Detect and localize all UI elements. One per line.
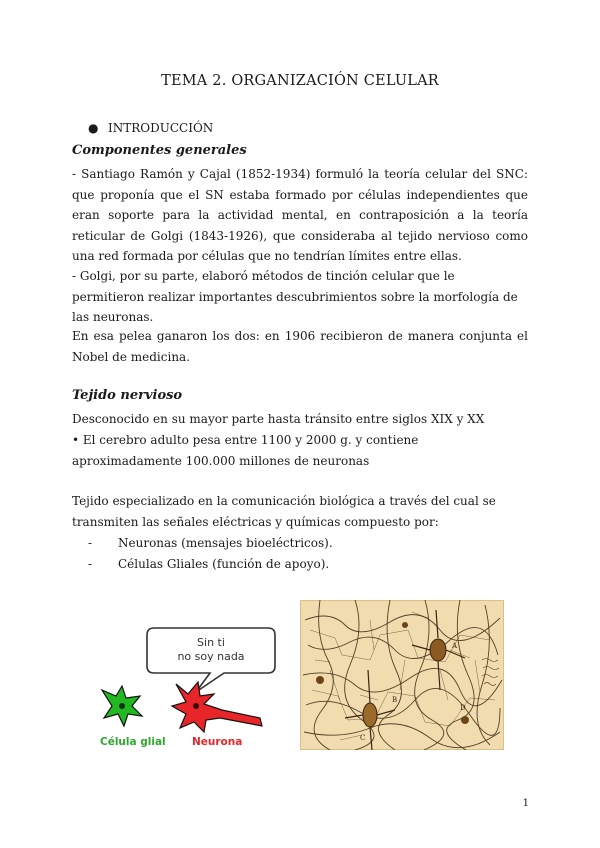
list-item: - Células Gliales (función de apoyo). [88,556,330,571]
caption-glial-cell: Célula glial [100,736,166,748]
bubble-line-1: Sin ti [197,636,225,649]
paragraph-cajal: - Santiago Ramón y Cajal (1852-1934) formuló la teoría celular del SNC: que proponía que el SN estaba formado por células independientes que eran soporte para la actividad mental, en contraposición a la teoría reticular de Golgi (1843-1926), que consideraba al tejido nervioso como una red formada por células que no tendrían límites entre ellas. [72,167,528,263]
histology-image [300,600,504,750]
bubble-line-2: no soy nada [177,650,245,663]
caption-neuron: Neurona [192,736,243,748]
label-b: B [392,696,398,704]
glia-neuron-cartoon [92,620,282,760]
golgi-histology-drawing [300,600,504,750]
bullet-icon: ● [88,121,99,135]
paragraph-desconocido: Desconocido en su mayor parte hasta tránsito entre siglos XIX y XX [72,412,485,426]
paragraph-golgi: - Golgi, por su parte, elaboró métodos de tinción celular que le permitieron realizar importantes descubrimientos sobre la morfología de las neuronas. [72,269,518,324]
tissue-list [88,533,333,574]
page-title: TEMA 2. ORGANIZACIÓN CELULAR [161,73,439,89]
label-d: D [460,704,466,712]
glial-cell-icon [102,686,142,726]
list-item: - Neuronas (mensajes bioeléctricos). [88,536,333,550]
paragraph-nobel: En esa pelea ganaron los dos: en 1906 recibieron de manera conjunta el Nobel de medicina. [72,329,528,364]
label-a: A [452,642,458,650]
paragraph-cerebro: • El cerebro adulto pesa entre 1100 y 2000 g. y contiene aproximadamente 100.000 millones de neuronas [72,433,419,468]
paragraph-tejido-especializado: Tejido especializado en la comunicación biológica a través del cual se transmiten las señales eléctricas y químicas compuesto por: [72,494,496,529]
paper-background [300,600,504,750]
label-c: C [360,734,366,742]
neuron-icon [172,682,262,732]
section-heading-tejido: Tejido nervioso [72,388,183,403]
intro-bullet [88,121,213,135]
section-heading-componentes: Componentes generales [72,143,247,158]
page-number: 1 [522,798,529,809]
intro-bullet-text: INTRODUCCIÓN [108,121,214,135]
